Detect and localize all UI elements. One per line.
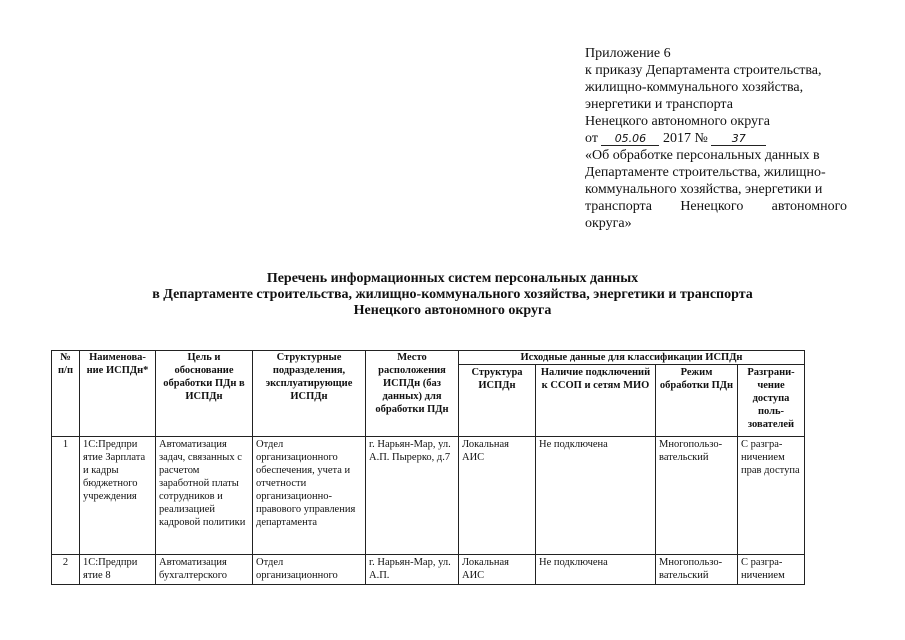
- order-reference-line4: энергетики и транспорта: [585, 97, 733, 112]
- date-prefix: от: [585, 131, 598, 146]
- order-subject-5: округа»: [585, 216, 632, 231]
- cell-structure: Локальная АИС: [459, 555, 536, 585]
- order-subject-3: коммунального хозяйства, энергетики и: [585, 182, 823, 197]
- order-subject-4: транспорта Ненецкого автономного: [585, 199, 847, 214]
- header-location: Место расположения ИСПДн (баз данных) для обработки ПДн: [366, 351, 459, 437]
- order-reference: к приказу Департамента строительства,: [585, 63, 822, 78]
- cell-connections: Не подключена: [536, 555, 656, 585]
- cell-name: 1С:Предпри ятие Зарплата и кадры бюджетного учреждения: [80, 437, 156, 555]
- table-row: [52, 437, 805, 555]
- header-access: Разграни-чение доступа поль-зователей: [738, 365, 805, 437]
- cell-location: г. Нарьян-Мар, ул. А.П.: [366, 555, 459, 585]
- title-line-3: Ненецкого автономного округа: [353, 303, 552, 318]
- cell-location: г. Нарьян-Мар, ул. А.П. Пырерко, д.7: [366, 437, 459, 555]
- cell-name: 1С:Предпри ятие 8: [80, 555, 156, 585]
- cell-num: 2: [52, 555, 80, 585]
- cell-access: С разгра-ничением: [738, 555, 805, 585]
- title-line-1: Перечень информационных систем персональных данных: [266, 271, 639, 286]
- handwritten-date: 05.06: [601, 133, 659, 146]
- title-line-2: в Департаменте строительства, жилищно-коммунального хозяйства, энергетики и транспорта: [152, 287, 753, 302]
- header-classification-group: Исходные данные для классификации ИСПДн: [459, 351, 805, 365]
- cell-structure: Локальная АИС: [459, 437, 536, 555]
- order-date-line: [585, 130, 847, 147]
- order-reference-line3: жилищно-коммунального хозяйства,: [585, 80, 804, 95]
- header-mode: Режим обработки ПДн: [656, 365, 738, 437]
- header-units: Структурные подразделения, эксплуатирующие ИСПДн: [253, 351, 366, 437]
- header-name: Наименова-ние ИСПДн*: [80, 351, 156, 437]
- handwritten-number: 37: [711, 133, 766, 146]
- table-row: [52, 555, 805, 585]
- header-structure: Структура ИСПДн: [459, 365, 536, 437]
- cell-mode: Многопользо-вательский: [656, 555, 738, 585]
- cell-purpose: Автоматизация задач, связанных с расчетом заработной платы сотрудников и реализацией кадровой политики: [156, 437, 253, 555]
- cell-connections: Не подключена: [536, 437, 656, 555]
- header-purpose: Цель и обоснование обработки ПДн в ИСПДн: [156, 351, 253, 437]
- order-reference-line5: Ненецкого автономного округа: [585, 114, 770, 129]
- appendix-number: Приложение 6: [585, 46, 671, 61]
- order-year: 2017 №: [662, 131, 708, 146]
- table-header-row: [52, 351, 805, 365]
- cell-mode: Многопользо-вательский: [656, 437, 738, 555]
- cell-num: 1: [52, 437, 80, 555]
- header-connections: Наличие подключений к ССОП и сетям МИО: [536, 365, 656, 437]
- order-subject-2: Департаменте строительства, жилищно-: [585, 165, 826, 180]
- header-num: № п/п: [52, 351, 80, 437]
- cell-purpose: Автоматизация бухгалтерского: [156, 555, 253, 585]
- document-title: [0, 271, 905, 319]
- cell-units: Отдел организационного: [253, 555, 366, 585]
- cell-units: Отдел организационного обеспечения, учета и отчетности организационно-правового управления департамента: [253, 437, 366, 555]
- order-subject-1: «Об обработке персональных данных в: [585, 148, 820, 163]
- ispdn-table: [51, 350, 805, 585]
- cell-access: С разгра-ничением прав доступа: [738, 437, 805, 555]
- appendix-block: [585, 45, 847, 232]
